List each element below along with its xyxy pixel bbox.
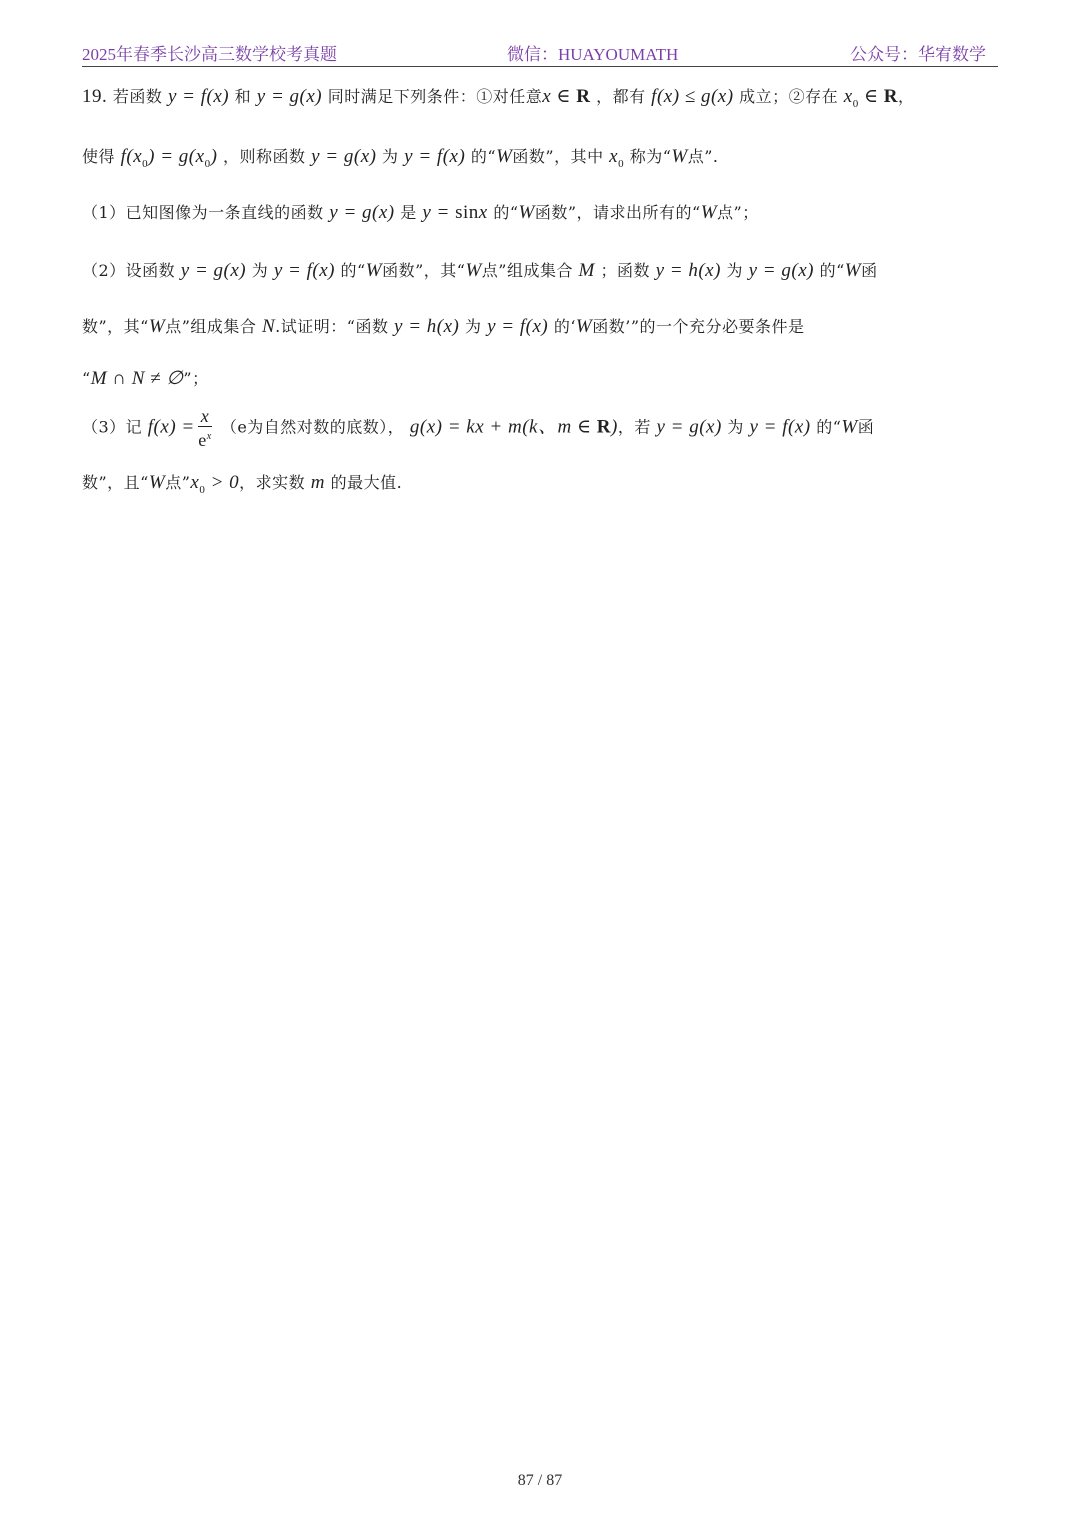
- math: f(x: [120, 146, 143, 167]
- text: 点”组成集合: [165, 317, 257, 336]
- fraction-denominator: e: [198, 430, 207, 450]
- math: W: [365, 260, 383, 281]
- text: ；函数: [600, 261, 650, 280]
- fraction-numerator: x: [198, 406, 213, 427]
- text: （1）已知图像为一条直线的函数: [82, 203, 324, 222]
- text: 和: [234, 87, 252, 106]
- text: 成立；②存在: [739, 87, 839, 106]
- math: W: [518, 202, 535, 223]
- math: W: [496, 146, 513, 167]
- math: W: [575, 316, 593, 337]
- page-header: [82, 36, 998, 67]
- part-2-condition: [82, 366, 209, 390]
- math-subscript: 0: [618, 157, 625, 170]
- math: W: [465, 260, 482, 281]
- math: g(x) = kx + m(k、m ∈: [409, 416, 597, 438]
- math: f(x) ≤ g(x): [651, 86, 734, 107]
- text: 点”.: [687, 147, 719, 166]
- text: 是: [400, 203, 417, 222]
- math: ) = g(x: [148, 146, 205, 167]
- math: y = f(x): [273, 260, 335, 281]
- math: ∈: [858, 86, 884, 107]
- part-2-continued: [82, 314, 805, 338]
- math: y =: [422, 202, 456, 223]
- text: 函数’”的一个充分必要条件是: [592, 317, 805, 336]
- text: 函数”，其“: [382, 261, 466, 280]
- math-subscript: 0: [204, 157, 211, 170]
- math: W: [148, 472, 166, 493]
- part-3-continued: [82, 470, 402, 496]
- text: 为: [251, 261, 269, 280]
- math-subscript: 0: [142, 157, 149, 170]
- text: （e为自然对数的底数），: [220, 417, 405, 437]
- math: x ∈: [542, 86, 577, 107]
- part-1: [82, 200, 759, 224]
- header-title: 2025年春季长沙高三数学校考真题: [82, 45, 337, 64]
- part-3: [82, 406, 874, 450]
- math: ): [210, 146, 218, 167]
- math: x: [190, 472, 200, 493]
- text: （3）记: [82, 417, 143, 437]
- math: M: [578, 260, 595, 281]
- math: M ∩ N ≠ ∅: [90, 368, 184, 389]
- math: y = g(x): [311, 146, 377, 167]
- text: 若函数: [112, 87, 163, 106]
- math: x: [609, 146, 619, 167]
- math: W: [700, 202, 718, 223]
- problem-line-2: [82, 144, 719, 170]
- text: 为: [726, 261, 744, 280]
- math: y = h(x): [394, 316, 460, 337]
- math: y = f(x): [749, 416, 811, 438]
- text: 函数”，其中: [512, 147, 604, 166]
- text: 函: [861, 261, 878, 280]
- text: ，: [898, 87, 915, 106]
- text: 的‘: [553, 317, 576, 336]
- text: 的“: [816, 417, 842, 437]
- part-2: [82, 258, 878, 282]
- text: 使得: [82, 147, 116, 166]
- math: y = g(x): [656, 416, 722, 438]
- math: y = g(x): [329, 202, 395, 223]
- page-number: 87 / 87: [517, 1472, 563, 1489]
- text: ，都有: [596, 87, 646, 106]
- text: 的“: [819, 261, 845, 280]
- problem-line-1: [82, 84, 915, 110]
- math: ): [611, 416, 618, 438]
- math: x: [843, 86, 853, 107]
- fraction-exponent: x: [206, 431, 212, 442]
- math: f(x) =: [147, 416, 195, 438]
- math: W: [148, 316, 166, 337]
- math: W: [841, 416, 858, 438]
- math-reals: R: [576, 86, 591, 107]
- math: sin: [455, 202, 479, 223]
- header-wechat: 微信：HUAYOUMATH: [507, 45, 679, 64]
- math: W: [844, 260, 862, 281]
- text: ”；: [183, 369, 209, 388]
- math: > 0: [205, 472, 240, 493]
- header-account: 公众号：华宥数学: [850, 45, 986, 64]
- text: 为: [727, 417, 744, 437]
- text: 数”，且“: [82, 473, 149, 492]
- math: y = g(x): [256, 86, 323, 107]
- math-reals: R: [596, 416, 611, 438]
- math: N: [261, 316, 276, 337]
- text: 函: [857, 417, 875, 437]
- text: ，求实数: [239, 473, 306, 492]
- math: y = f(x): [487, 316, 549, 337]
- math: y = h(x): [655, 260, 721, 281]
- problem-number: 19.: [82, 86, 108, 107]
- text: 称为“: [629, 147, 672, 166]
- text: ，则称函数: [223, 147, 306, 166]
- math-reals: R: [883, 86, 899, 107]
- text: 点”；: [717, 203, 759, 222]
- text: “: [82, 369, 91, 388]
- text: ，若: [617, 417, 651, 437]
- math: y = f(x): [404, 146, 466, 167]
- math: y = g(x): [748, 260, 814, 281]
- fraction: [198, 406, 213, 450]
- math: m: [310, 472, 325, 493]
- math-subscript: 0: [199, 483, 206, 496]
- text: .试证明：“函数: [275, 317, 389, 336]
- text: 函数”，请求出所有的“: [534, 203, 701, 222]
- text: 的“: [340, 261, 366, 280]
- text: 为: [382, 147, 399, 166]
- math: y = f(x): [167, 86, 230, 107]
- text: 的最大值.: [330, 473, 403, 492]
- math-subscript: 0: [852, 97, 859, 110]
- math: y = g(x): [180, 260, 247, 281]
- text: 为: [464, 317, 482, 336]
- text: 的“: [470, 147, 497, 166]
- text: 点”组成集合: [481, 261, 573, 280]
- text: 的“: [493, 203, 519, 222]
- math: W: [671, 146, 688, 167]
- text: 同时满足下列条件：①对任意: [327, 87, 543, 106]
- text: （2）设函数: [82, 261, 176, 280]
- text: 点”: [165, 473, 191, 492]
- text: 数”，其“: [82, 317, 149, 336]
- math: x: [478, 202, 488, 223]
